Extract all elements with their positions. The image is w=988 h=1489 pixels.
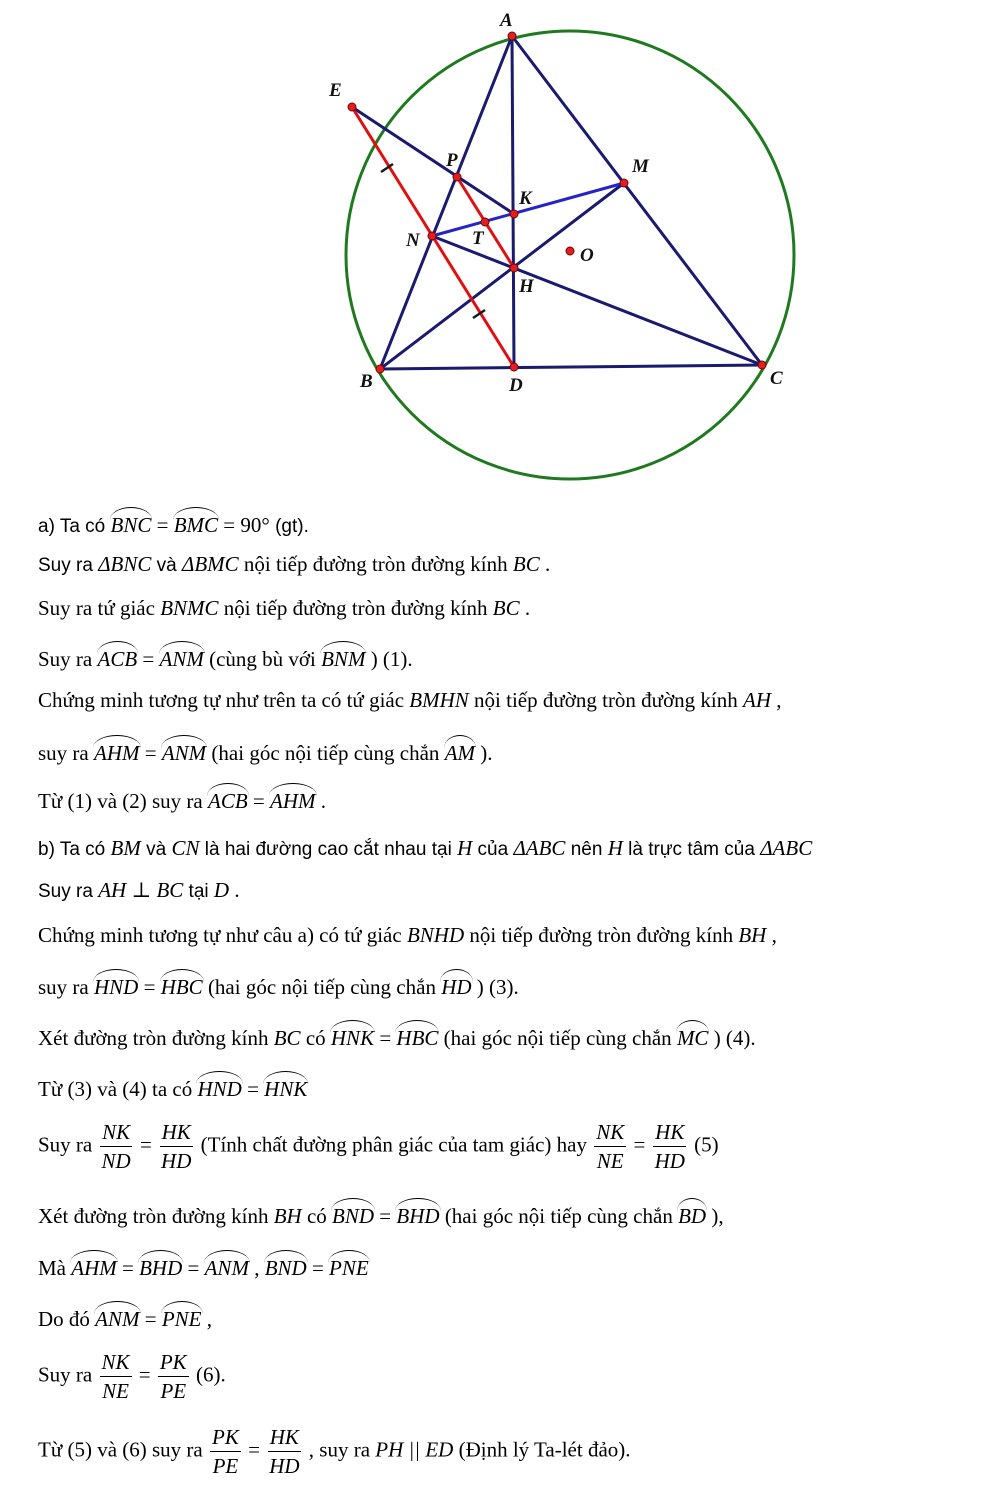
label-K: K bbox=[519, 188, 532, 209]
text: , bbox=[766, 923, 777, 947]
text: (hai góc nội tiếp cùng chắn bbox=[202, 975, 442, 999]
text: = bbox=[374, 1204, 397, 1228]
angle-ACB: ACB bbox=[98, 640, 138, 672]
point-O bbox=[566, 247, 574, 255]
text: (hai góc nội tiếp cùng chắn bbox=[206, 741, 445, 765]
text: (Định lý Ta-lét đảo). bbox=[453, 1437, 631, 1462]
point-C bbox=[758, 361, 766, 369]
point-T bbox=[481, 218, 489, 226]
proof-line-9 bbox=[38, 878, 240, 903]
text: Từ (5) và (6) suy ra bbox=[38, 1437, 208, 1462]
text: (gt). bbox=[269, 516, 309, 537]
numerator: NK bbox=[100, 1120, 132, 1147]
text: = bbox=[242, 1437, 266, 1462]
segment-EK bbox=[352, 107, 514, 214]
proof-line-19 bbox=[38, 1425, 631, 1478]
text: nội tiếp đường tròn đường kính bbox=[468, 688, 744, 712]
angle-HND: HND bbox=[197, 1070, 241, 1102]
proof-line-4 bbox=[38, 640, 413, 672]
text: = bbox=[241, 1077, 265, 1101]
text: Suy ra bbox=[38, 555, 99, 576]
text: Mà bbox=[38, 1256, 72, 1280]
math: PH || ED bbox=[375, 1437, 454, 1462]
math: ΔBNC bbox=[98, 552, 152, 576]
text: (5) bbox=[688, 1132, 719, 1157]
math: BC bbox=[492, 596, 520, 620]
math: BH bbox=[273, 1204, 302, 1228]
point-D bbox=[510, 363, 518, 371]
denominator: NE bbox=[102, 1379, 129, 1404]
text: , bbox=[201, 1307, 213, 1331]
text: = bbox=[139, 741, 162, 765]
math: BC bbox=[512, 552, 540, 576]
label-C: C bbox=[770, 368, 783, 389]
proof-line-5 bbox=[38, 688, 782, 713]
math: H bbox=[457, 836, 473, 860]
text: và bbox=[140, 839, 172, 860]
text: (hai góc nội tiếp cùng chắn bbox=[438, 1026, 677, 1050]
text: = bbox=[151, 513, 174, 537]
label-B: B bbox=[360, 371, 373, 392]
text: có bbox=[301, 1204, 333, 1228]
text: ). bbox=[475, 741, 493, 765]
text: , bbox=[771, 688, 782, 712]
proof-line-17 bbox=[38, 1300, 212, 1332]
denominator: HD bbox=[654, 1149, 685, 1174]
numerator: PK bbox=[210, 1425, 241, 1452]
text: Suy ra tứ giác bbox=[38, 596, 161, 620]
numerator: NK bbox=[100, 1350, 132, 1377]
text: b) Ta có bbox=[38, 839, 111, 860]
text: ) (4). bbox=[708, 1026, 756, 1050]
label-D: D bbox=[509, 375, 523, 396]
angle-ANM: ANM bbox=[162, 734, 206, 766]
point-M bbox=[620, 179, 628, 187]
angle-ANM: ANM bbox=[95, 1300, 139, 1332]
fraction bbox=[159, 1120, 193, 1173]
text: ) (3). bbox=[471, 975, 519, 999]
denominator: ND bbox=[101, 1149, 131, 1174]
proof-line-16 bbox=[38, 1249, 369, 1281]
proof-line-11 bbox=[38, 968, 519, 1000]
arc-AM: AM bbox=[445, 734, 475, 766]
angle-ANM: ANM bbox=[205, 1249, 249, 1281]
text: = bbox=[374, 1026, 397, 1050]
text: = bbox=[134, 1132, 158, 1157]
angle-AHM: AHM bbox=[270, 782, 316, 814]
text: , suy ra bbox=[303, 1437, 376, 1462]
angle-HNK: HNK bbox=[331, 1019, 374, 1051]
text: Suy ra bbox=[38, 1132, 98, 1157]
label-O: O bbox=[580, 245, 594, 266]
math: D bbox=[213, 878, 230, 902]
numerator: HK bbox=[160, 1120, 193, 1147]
math: BNHD bbox=[406, 923, 465, 947]
angle-BHD: BHD bbox=[139, 1249, 182, 1281]
math: ΔABC bbox=[760, 836, 813, 860]
text: nội tiếp đường tròn đường kính bbox=[238, 552, 513, 576]
text: (6). bbox=[190, 1362, 226, 1387]
fraction bbox=[594, 1120, 626, 1173]
text: Chứng minh tương tự như trên ta có tứ giác bbox=[38, 688, 410, 712]
text: nội tiếp đường tròn đường kính bbox=[464, 923, 739, 947]
point-A bbox=[508, 32, 516, 40]
denominator: PE bbox=[212, 1454, 239, 1479]
proof-line-14 bbox=[38, 1120, 719, 1173]
proof-line-12 bbox=[38, 1019, 756, 1051]
text: Suy ra bbox=[38, 647, 98, 671]
text: = bbox=[133, 1362, 156, 1387]
label-P: P bbox=[446, 150, 458, 171]
text: Chứng minh tương tự như câu a) có tứ giác bbox=[38, 923, 407, 947]
geometry-figure bbox=[0, 0, 988, 490]
proof-line-15 bbox=[38, 1197, 724, 1229]
denominator: NE bbox=[596, 1149, 624, 1174]
math: ΔABC bbox=[513, 836, 566, 860]
text: , bbox=[248, 1256, 265, 1280]
arc-HD: HD bbox=[441, 968, 471, 1000]
math: ΔBMC bbox=[182, 552, 239, 576]
label-H: H bbox=[519, 276, 534, 297]
point-E bbox=[348, 103, 356, 111]
angle-BND: BND bbox=[332, 1197, 374, 1229]
text: = bbox=[138, 975, 161, 999]
point-K bbox=[510, 210, 518, 218]
text: nội tiếp đường tròn đường kính bbox=[218, 596, 493, 620]
text: Từ (3) và (4) ta có bbox=[38, 1077, 198, 1101]
segment-BC bbox=[380, 365, 762, 369]
text: Suy ra bbox=[38, 1362, 98, 1387]
text: a) Ta có bbox=[38, 516, 111, 537]
point-B bbox=[376, 365, 384, 373]
proof-line-10 bbox=[38, 923, 777, 948]
text: có bbox=[300, 1026, 331, 1050]
math: CN bbox=[171, 836, 200, 860]
math: BH bbox=[738, 923, 767, 947]
text: . bbox=[519, 596, 531, 620]
text: là trực tâm của bbox=[622, 839, 761, 860]
text: = bbox=[137, 647, 160, 671]
math: BM bbox=[110, 836, 141, 860]
fraction bbox=[267, 1425, 301, 1478]
text: . bbox=[315, 789, 327, 813]
numerator: PK bbox=[158, 1350, 189, 1377]
text: = 90° bbox=[218, 513, 270, 537]
fraction bbox=[100, 1350, 132, 1403]
fraction bbox=[158, 1350, 189, 1403]
math: BC bbox=[273, 1026, 301, 1050]
numerator: HK bbox=[653, 1120, 686, 1147]
text: ) (1). bbox=[365, 647, 413, 671]
point-N bbox=[428, 232, 436, 240]
text: Xét đường tròn đường kính bbox=[38, 1026, 274, 1050]
angle-BMC: BMC bbox=[174, 506, 218, 538]
denominator: PE bbox=[160, 1379, 187, 1404]
text: là hai đường cao cắt nhau tại bbox=[199, 839, 458, 860]
label-E: E bbox=[329, 80, 342, 101]
arc-BD: BD bbox=[678, 1197, 706, 1229]
numerator: NK bbox=[594, 1120, 626, 1147]
text: Xét đường tròn đường kính bbox=[38, 1204, 274, 1228]
segment-AD bbox=[512, 36, 514, 367]
text: Suy ra bbox=[38, 881, 99, 902]
text: . bbox=[539, 552, 551, 576]
angle-AHM: AHM bbox=[71, 1249, 117, 1281]
text: = bbox=[247, 789, 271, 813]
point-P bbox=[453, 173, 461, 181]
point-H bbox=[510, 264, 518, 272]
text: Từ (1) và (2) suy ra bbox=[38, 789, 208, 813]
math: AH ⊥ BC bbox=[98, 878, 184, 902]
proof-line-3 bbox=[38, 596, 530, 621]
text: = bbox=[182, 1256, 205, 1280]
proof-line-6 bbox=[38, 734, 493, 766]
text: Do đó bbox=[38, 1307, 96, 1331]
label-T: T bbox=[472, 228, 484, 249]
numerator: HK bbox=[268, 1425, 301, 1452]
fraction bbox=[100, 1120, 133, 1173]
label-M: M bbox=[632, 156, 649, 177]
denominator: HD bbox=[269, 1454, 300, 1479]
math: BMHN bbox=[409, 688, 469, 712]
proof-line-18 bbox=[38, 1350, 226, 1403]
text: . bbox=[229, 878, 240, 902]
text: và bbox=[151, 555, 182, 576]
angle-ANM: ANM bbox=[160, 640, 204, 672]
text: (hai góc nội tiếp cùng chắn bbox=[439, 1204, 679, 1228]
angle-BND: BND bbox=[265, 1249, 307, 1281]
proof-line-1 bbox=[38, 506, 309, 538]
text: nên bbox=[565, 839, 608, 860]
angle-HND: HND bbox=[94, 968, 138, 1000]
angle-HBC: HBC bbox=[396, 1019, 438, 1051]
text: suy ra bbox=[38, 975, 94, 999]
text: (Tính chất đường phân giác của tam giác) hay bbox=[195, 1132, 593, 1157]
angle-ACB: ACB bbox=[208, 782, 248, 814]
label-N: N bbox=[406, 230, 420, 251]
text: ), bbox=[706, 1204, 724, 1228]
arc-MC: MC bbox=[677, 1019, 709, 1051]
proof-line-13 bbox=[38, 1070, 307, 1102]
math: BNMC bbox=[160, 596, 219, 620]
angle-AHM: AHM bbox=[94, 734, 140, 766]
text: = bbox=[139, 1307, 162, 1331]
text: suy ra bbox=[38, 741, 94, 765]
proof-line-7 bbox=[38, 782, 326, 814]
angle-BHD: BHD bbox=[396, 1197, 439, 1229]
fraction bbox=[210, 1425, 241, 1478]
text: = bbox=[116, 1256, 140, 1280]
proof-line-2 bbox=[38, 552, 550, 577]
angle-PNE: PNE bbox=[162, 1300, 202, 1332]
angle-HNK: HNK bbox=[264, 1070, 307, 1102]
angle-PNE: PNE bbox=[329, 1249, 369, 1281]
math: AH bbox=[743, 688, 772, 712]
text: của bbox=[472, 839, 514, 860]
label-A: A bbox=[500, 10, 513, 31]
text: tại bbox=[183, 881, 214, 902]
text: = bbox=[628, 1132, 651, 1157]
text: (cùng bù với bbox=[203, 647, 322, 671]
angle-HBC: HBC bbox=[161, 968, 203, 1000]
angle-BNM: BNM bbox=[321, 640, 365, 672]
angle-BNC: BNC bbox=[111, 506, 152, 538]
denominator: HD bbox=[161, 1149, 192, 1174]
text: = bbox=[306, 1256, 330, 1280]
proof-line-8 bbox=[38, 836, 812, 861]
math: H bbox=[607, 836, 623, 860]
fraction bbox=[653, 1120, 687, 1173]
